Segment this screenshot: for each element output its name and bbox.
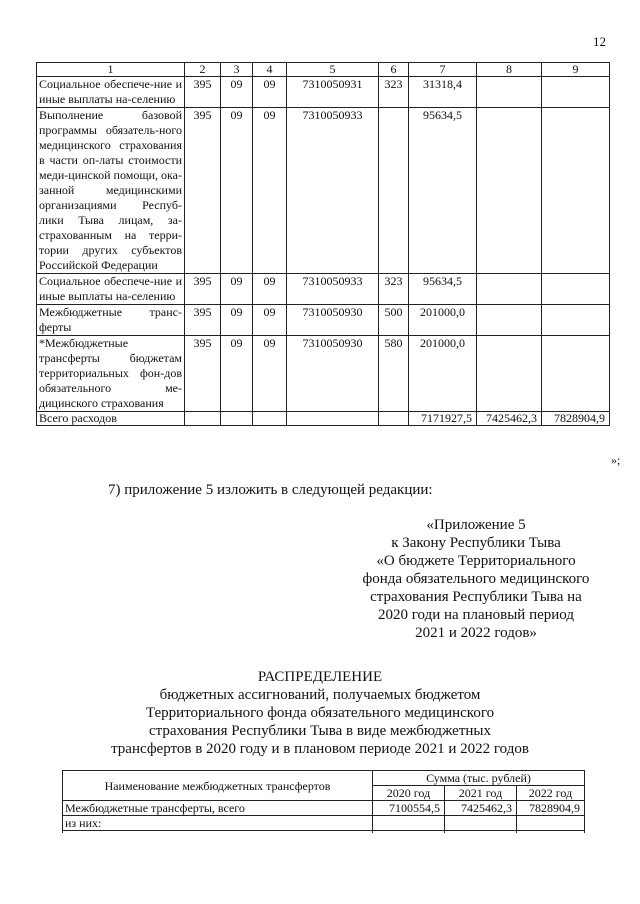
cell-amount-2022 (542, 336, 610, 412)
title-line: трансфертов в 2020 году и в плановом периоде 2021 и 2022 годов (111, 741, 529, 757)
cell-ministry-code: 395 (185, 274, 221, 305)
cell-expense-type: 500 (379, 305, 409, 336)
column-header: 7 (409, 63, 477, 77)
year-header: 2021 год (445, 786, 517, 801)
column-header: 3 (221, 63, 253, 77)
cell-expense-type: 580 (379, 336, 409, 412)
cell-amount-2020: 201000,0 (409, 336, 477, 412)
cell-amount-2021 (445, 816, 517, 831)
cell-section: 09 (221, 77, 253, 108)
total-row (37, 412, 610, 426)
table-row (37, 108, 610, 274)
column-header: 5 (287, 63, 379, 77)
cell-amount-2021 (477, 108, 542, 274)
row-name: Социальное обеспече-ние и иные выплаты на-селению (37, 77, 185, 108)
cell-section: 09 (221, 305, 253, 336)
cell-target-article: 7310050933 (287, 274, 379, 305)
cell-target-article: 7310050933 (287, 108, 379, 274)
cell-amount-2021: 7425462,3 (445, 801, 517, 816)
column-header: 4 (253, 63, 287, 77)
total-amount-2022: 7828904,9 (542, 412, 610, 426)
column-header: 1 (37, 63, 185, 77)
cell-target-article: 7310050930 (287, 336, 379, 412)
table-row (37, 274, 610, 305)
cell-amount-2020 (373, 816, 445, 831)
appendix-line: «Приложение 5 (426, 517, 526, 533)
cell-amount-2022 (542, 305, 610, 336)
column-header: 9 (542, 63, 610, 77)
year-header: 2020 год (373, 786, 445, 801)
cell-subsection: 09 (253, 77, 287, 108)
cell-subsection: 09 (253, 305, 287, 336)
cell-ministry-code: 395 (185, 77, 221, 108)
cell-section: 09 (221, 274, 253, 305)
cell-ministry-code: 395 (185, 108, 221, 274)
cell-expense-type: 323 (379, 77, 409, 108)
table-row (37, 336, 610, 412)
appendix-header (340, 516, 612, 642)
closing-quote-mark: »; (611, 453, 621, 467)
cell-amount-2022 (542, 77, 610, 108)
column-header: 6 (379, 63, 409, 77)
cell-amount-2021 (477, 336, 542, 412)
cell-amount-2022 (517, 816, 585, 831)
cell-target-article: 7310050931 (287, 77, 379, 108)
cell-expense-type: 323 (379, 274, 409, 305)
cell-amount-2020: 201000,0 (409, 305, 477, 336)
page-number: 12 (593, 34, 606, 49)
cell-target-article: 7310050930 (287, 305, 379, 336)
cell-amount-2020: 31318,4 (409, 77, 477, 108)
appendix-line: 2020 годи на плановый период (378, 607, 574, 623)
cell-expense-type (379, 108, 409, 274)
cell-amount-2021 (477, 274, 542, 305)
column-header: 8 (477, 63, 542, 77)
total-label: Всего расходов (37, 412, 185, 426)
cell-subsection: 09 (253, 336, 287, 412)
appendix-line: 2021 и 2022 годов» (415, 625, 537, 641)
table-row (37, 77, 610, 108)
title-line: Территориального фонда обязательного медицинского (145, 705, 495, 721)
appendix-line: «О бюджете Территориального (376, 553, 576, 569)
cell-amount-2021 (477, 305, 542, 336)
title-line: бюджетных ассигнований, получаемых бюджетом (159, 687, 481, 703)
cell-subsection: 09 (253, 274, 287, 305)
table-header-row (63, 771, 585, 786)
column-header: 2 (185, 63, 221, 77)
budget-expenditure-table (36, 62, 610, 426)
row-name: из них: (63, 816, 373, 831)
amendment-instruction: 7) приложение 5 изложить в следующей редакции: (108, 482, 433, 498)
table-row (37, 305, 610, 336)
cell-section: 09 (221, 336, 253, 412)
cell-amount-2021 (477, 77, 542, 108)
row-name: Межбюджетные транс-ферты (37, 305, 185, 336)
year-header: 2022 год (517, 786, 585, 801)
cell-ministry-code: 395 (185, 305, 221, 336)
row-name: Социальное обеспече-ние и иные выплаты на-селению (37, 274, 185, 305)
cell-amount-2020: 95634,5 (409, 108, 477, 274)
appendix-line: к Закону Республики Тыва (391, 535, 561, 551)
name-column-header: Наименование межбюджетных трансфертов (63, 771, 373, 801)
row-name: Выполнение базовой программы обязатель-ного медицинского страхования в части оп-латы стоимости меди-цинской помощи, ока-занной медицинскими организациями Респуб-лики Тыва лицам, за-страхованным на терри-тории других субъектов Российской Федерации (37, 108, 185, 274)
document-title (0, 668, 640, 758)
transfers-table (62, 770, 585, 833)
cell-subsection: 09 (253, 108, 287, 274)
cell-amount-2020: 7100554,5 (373, 801, 445, 816)
total-amount-2020: 7171927,5 (409, 412, 477, 426)
total-amount-2021: 7425462,3 (477, 412, 542, 426)
title-heading: РАСПРЕДЕЛЕНИЕ (257, 669, 383, 685)
appendix-line: фонда обязательного медицинского (362, 571, 590, 587)
cell-section: 09 (221, 108, 253, 274)
cell-amount-2022: 7828904,9 (517, 801, 585, 816)
row-name: *Межбюджетные трансферты бюджетам территориальных фон-дов обязательного ме-дицинского страхования (37, 336, 185, 412)
cell-amount-2022 (542, 274, 610, 305)
cell-ministry-code: 395 (185, 336, 221, 412)
appendix-line: страхования Республики Тыва на (370, 589, 582, 605)
table-header-row (37, 63, 610, 77)
cell-amount-2022 (542, 108, 610, 274)
table-row (63, 816, 585, 831)
row-name: Межбюджетные трансферты, всего (63, 801, 373, 816)
table-row (63, 801, 585, 816)
title-line: страхования Республики Тыва в виде межбюджетных (148, 723, 491, 739)
sum-column-header: Сумма (тыс. рублей) (373, 771, 585, 786)
cell-amount-2020: 95634,5 (409, 274, 477, 305)
